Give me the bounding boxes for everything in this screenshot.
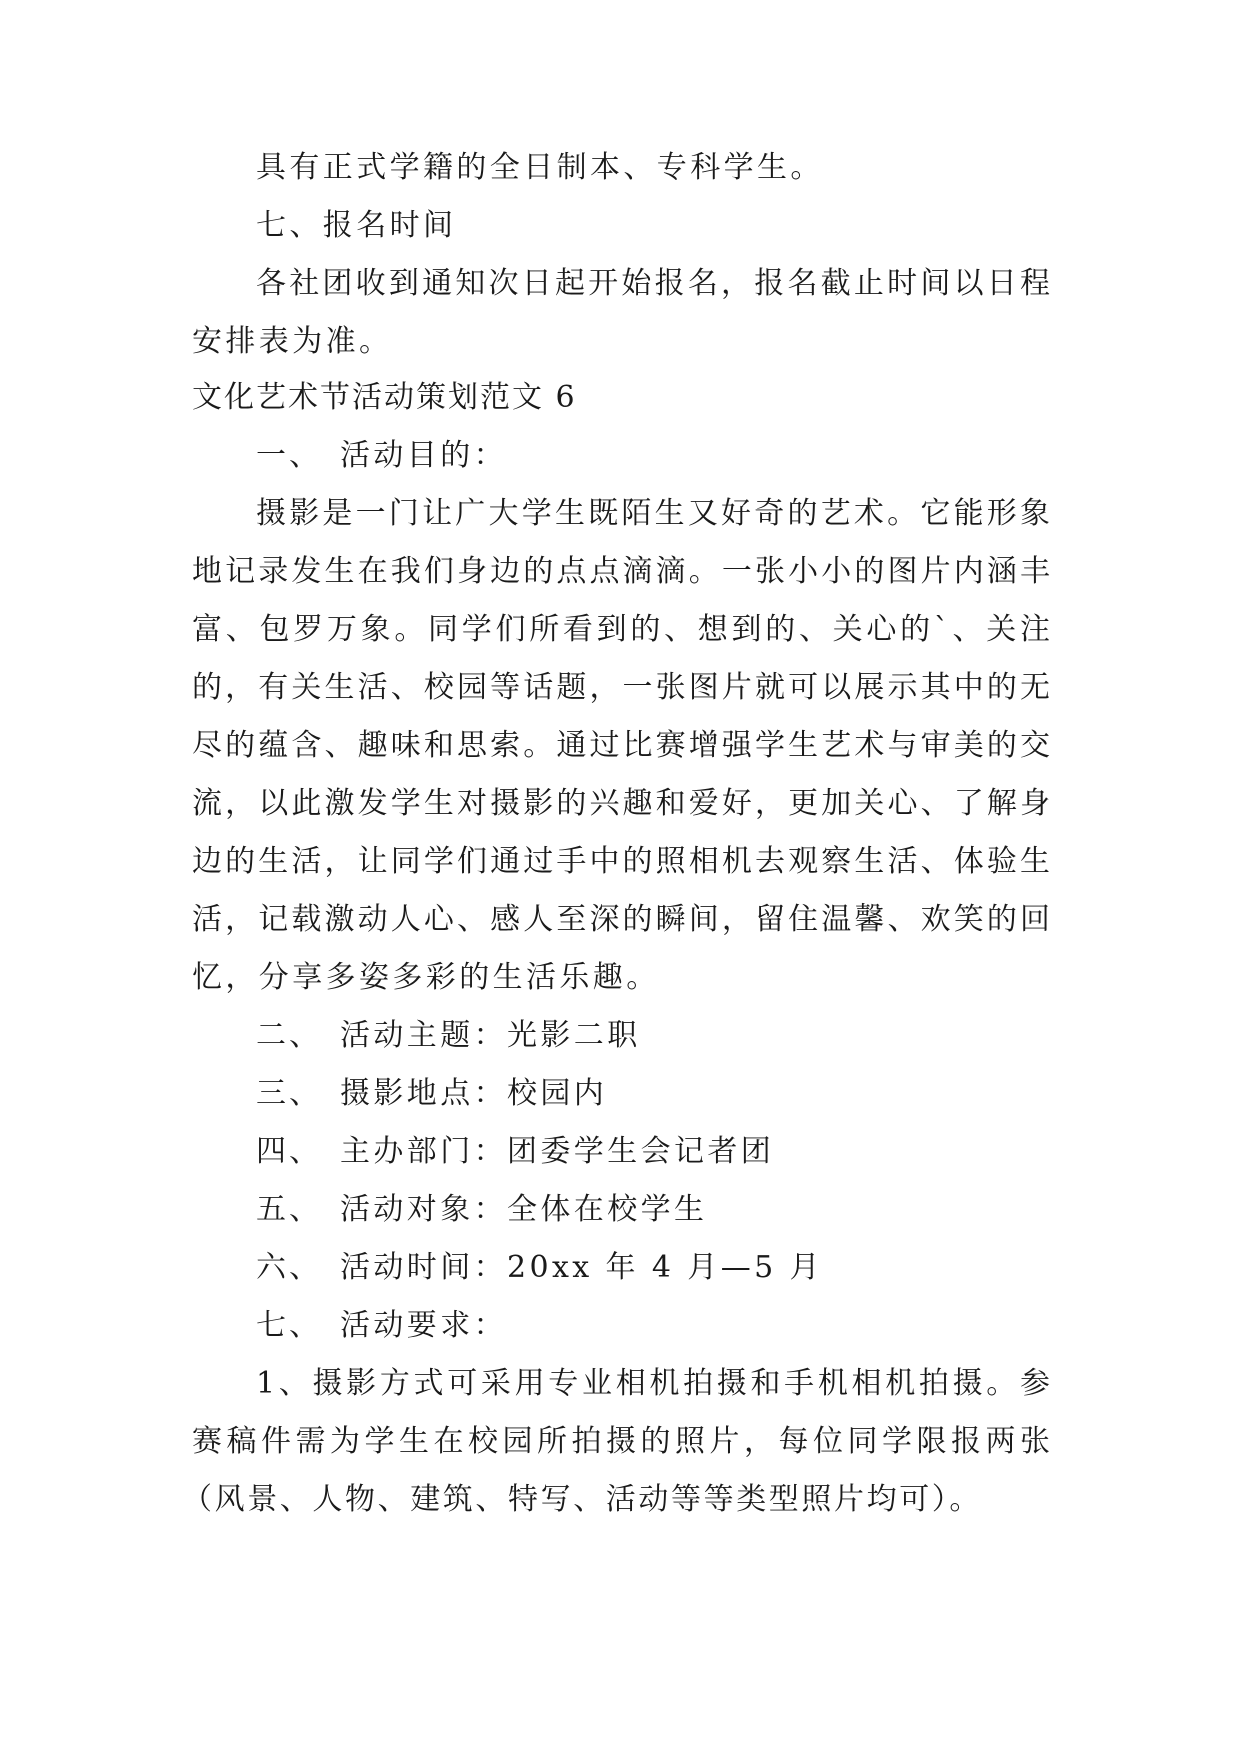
section-item [256, 1132, 774, 1172]
section-number: 五、 [256, 1192, 322, 1227]
section-heading [256, 436, 507, 476]
section-number: 四、 [256, 1134, 322, 1169]
section-item [256, 1190, 707, 1230]
paragraph-line: 忆，分享多姿多彩的生活乐趣。 [192, 960, 660, 995]
requirement-line: 赛稿件需为学生在校园所拍摄的照片，每位同学限报两张 [192, 1424, 1050, 1459]
section-number: 六、 [256, 1250, 322, 1285]
registration-time-heading: 七、报名时间 [256, 208, 457, 243]
section-item [256, 1248, 823, 1288]
eligibility-text: 具有正式学籍的全日制本、专科学生。 [256, 150, 824, 185]
registration-text-line: 安排表为准。 [192, 324, 393, 359]
section-item-text: 活动对象：全体在校学生 [340, 1192, 708, 1227]
section-item-text: 活动主题：光影二职 [340, 1018, 641, 1053]
section-item [256, 1016, 641, 1056]
section-item [256, 1074, 607, 1114]
requirement-line: （风景、人物、建筑、特写、活动等等类型照片均可）。 [182, 1482, 982, 1517]
paragraph-line: 尽的蕴含、趣味和思索。通过比赛增强学生艺术与审美的交 [192, 728, 1050, 763]
section-title: 文化艺术节活动策划范文 6 [192, 380, 577, 415]
section-item-text: 摄影地点：校园内 [340, 1076, 608, 1111]
paragraph-line: 地记录发生在我们身边的点点滴滴。一张小小的图片内涵丰 [192, 554, 1050, 589]
paragraph-line: 边的生活，让同学们通过手中的照相机去观察生活、体验生 [192, 844, 1050, 879]
section-number: 七、 [256, 1308, 322, 1343]
section-number: 一、 [256, 438, 322, 473]
section-number: 三、 [256, 1076, 322, 1111]
section-number: 二、 [256, 1018, 322, 1053]
paragraph-line: 富、包罗万象。同学们所看到的、想到的、关心的`、关注 [192, 612, 1050, 647]
paragraph-line: 的，有关生活、校园等话题，一张图片就可以展示其中的无 [192, 670, 1050, 705]
registration-text-line: 各社团收到通知次日起开始报名，报名截止时间以日程 [256, 266, 1050, 301]
requirement-line: 1、摄影方式可采用专业相机拍摄和手机相机拍摄。参 [256, 1366, 1050, 1401]
paragraph-line: 摄影是一门让广大学生既陌生又好奇的艺术。它能形象 [256, 496, 1050, 531]
paragraph-line: 流，以此激发学生对摄影的兴趣和爱好，更加关心、了解身 [192, 786, 1050, 821]
paragraph-line: 活，记载激动人心、感人至深的瞬间，留住温馨、欢笑的回 [192, 902, 1050, 937]
section-item-text: 活动时间：20xx 年 4 月—5 月 [340, 1250, 823, 1285]
section-item [256, 1306, 507, 1346]
section-item-text: 活动要求： [340, 1308, 507, 1343]
section-heading-text: 活动目的： [340, 438, 507, 473]
section-item-text: 主办部门：团委学生会记者团 [340, 1134, 775, 1169]
